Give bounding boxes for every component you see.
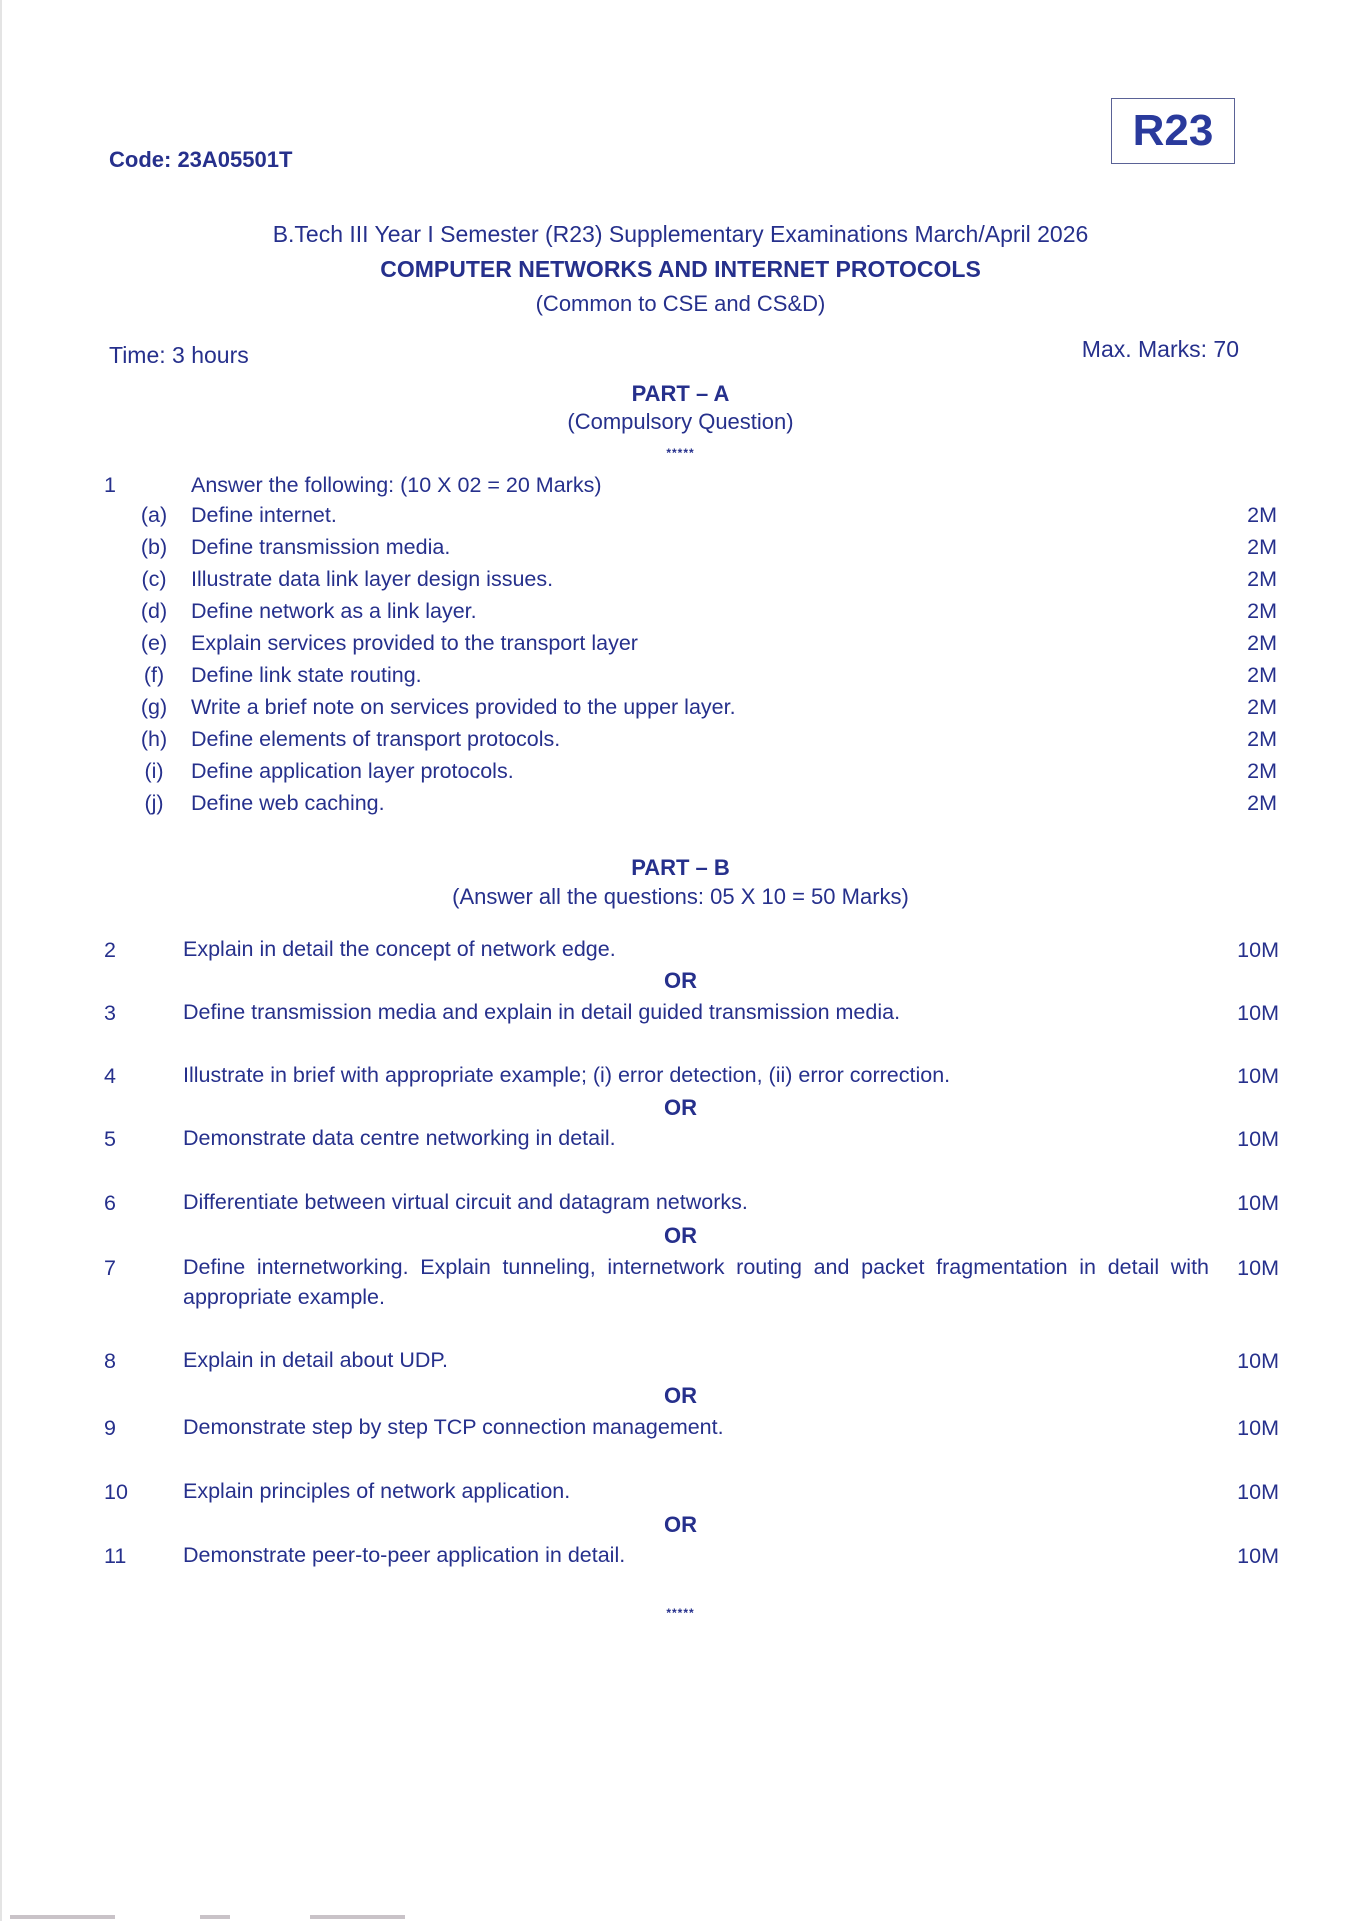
- item-text: Define application layer protocols.: [191, 759, 514, 783]
- item-label: (h): [140, 727, 168, 751]
- part-a-item: [0, 535, 1361, 565]
- part-b-title: PART – B: [631, 855, 730, 880]
- item-marks: 2M: [1247, 791, 1277, 815]
- exam-line: B.Tech III Year I Semester (R23) Supplementary Examinations March/April 2026: [272, 221, 1089, 247]
- item-text: Define link state routing.: [191, 663, 422, 687]
- question-number: 1: [104, 473, 116, 497]
- item-label: (g): [140, 695, 168, 719]
- max-marks: Max. Marks: 70: [1081, 336, 1239, 362]
- item-marks: 2M: [1247, 503, 1277, 527]
- item-text: Write a brief note on services provided to the upper layer.: [191, 695, 736, 719]
- item-label: (b): [140, 535, 168, 559]
- part-a-item: [0, 759, 1361, 789]
- part-a-item: [0, 727, 1361, 757]
- question-marks: 10M: [1237, 1256, 1279, 1280]
- item-label: (i): [144, 759, 164, 783]
- part-a-item: [0, 503, 1361, 533]
- question-text: Explain principles of network application.: [183, 1479, 571, 1503]
- question-number: 10: [104, 1480, 128, 1504]
- part-a-separator: *****: [666, 446, 695, 460]
- subject-title: COMPUTER NETWORKS AND INTERNET PROTOCOLS: [380, 256, 981, 282]
- question-text: Explain in detail about UDP.: [183, 1348, 448, 1372]
- question-marks: 10M: [1237, 1064, 1279, 1088]
- part-a-title: PART – A: [631, 381, 730, 406]
- part-a-item: [0, 631, 1361, 661]
- question-marks: 10M: [1237, 1001, 1279, 1025]
- item-text: Explain services provided to the transport layer: [191, 631, 638, 655]
- question-number: 5: [104, 1127, 116, 1151]
- common-to: (Common to CSE and CS&D): [535, 291, 826, 316]
- item-text: Define network as a link layer.: [191, 599, 477, 623]
- part-a-item: [0, 567, 1361, 597]
- scan-artifact: [365, 1915, 405, 1919]
- part-a-item: [0, 791, 1361, 821]
- question-marks: 10M: [1237, 938, 1279, 962]
- item-text: Define internet.: [191, 503, 337, 527]
- item-marks: 2M: [1247, 599, 1277, 623]
- question-number: 2: [104, 938, 116, 962]
- item-label: (a): [140, 503, 168, 527]
- question-1: [0, 473, 1361, 503]
- item-marks: 2M: [1247, 567, 1277, 591]
- scan-artifact: [200, 1915, 230, 1919]
- question-text: Demonstrate step by step TCP connection management.: [183, 1415, 724, 1439]
- scan-edge: [0, 0, 2, 1921]
- item-text: Illustrate data link layer design issues.: [191, 567, 554, 591]
- question-text: Demonstrate peer-to-peer application in detail.: [183, 1543, 626, 1567]
- item-label: (f): [143, 663, 165, 687]
- question-text: Define transmission media and explain in detail guided transmission media.: [183, 1000, 901, 1024]
- part-a-item: [0, 599, 1361, 629]
- part-a-item: [0, 695, 1361, 725]
- question-text: Demonstrate data centre networking in detail.: [183, 1126, 616, 1150]
- or-divider: OR: [664, 1512, 697, 1537]
- question-number: 6: [104, 1191, 116, 1215]
- question-marks: 10M: [1237, 1544, 1279, 1568]
- question-marks: 10M: [1237, 1127, 1279, 1151]
- scan-artifact: [10, 1915, 115, 1919]
- item-label: (c): [141, 567, 167, 591]
- end-separator: *****: [666, 1606, 695, 1620]
- item-label: (e): [140, 631, 168, 655]
- or-divider: OR: [664, 1383, 697, 1408]
- or-divider: OR: [664, 1223, 697, 1248]
- question-marks: 10M: [1237, 1416, 1279, 1440]
- item-marks: 2M: [1247, 695, 1277, 719]
- question-text: Explain in detail the concept of network edge.: [183, 937, 616, 961]
- paper-code: Code: 23A05501T: [109, 147, 293, 172]
- question-text: Illustrate in brief with appropriate example; (i) error detection, (ii) error correction.: [183, 1063, 951, 1087]
- question-marks: 10M: [1237, 1349, 1279, 1373]
- item-marks: 2M: [1247, 727, 1277, 751]
- question-marks: 10M: [1237, 1191, 1279, 1215]
- question-number: 11: [104, 1544, 127, 1568]
- time-allowed: Time: 3 hours: [109, 342, 249, 368]
- item-marks: 2M: [1247, 759, 1277, 783]
- question-text: Differentiate between virtual circuit and datagram networks.: [183, 1190, 748, 1214]
- question-number: 7: [104, 1256, 116, 1280]
- item-marks: 2M: [1247, 535, 1277, 559]
- or-divider: OR: [664, 1095, 697, 1120]
- item-text: Define web caching.: [191, 791, 385, 815]
- part-a-item: [0, 663, 1361, 693]
- item-text: Define elements of transport protocols.: [191, 727, 561, 751]
- regulation-badge: R23: [1111, 98, 1235, 164]
- item-label: (j): [144, 791, 164, 815]
- question-marks: 10M: [1237, 1480, 1279, 1504]
- question-instruction: Answer the following: (10 X 02 = 20 Marks): [191, 473, 602, 497]
- item-label: (d): [140, 599, 168, 623]
- question-text: Define internetworking. Explain tunneling, internetwork routing and packet fragmentation in detail with appropriate example.: [183, 1255, 1209, 1309]
- question-number: 4: [104, 1064, 116, 1088]
- part-b-subtitle: (Answer all the questions: 05 X 10 = 50 Marks): [452, 884, 909, 909]
- item-marks: 2M: [1247, 663, 1277, 687]
- question-number: 8: [104, 1349, 116, 1373]
- part-a-subtitle: (Compulsory Question): [567, 409, 794, 434]
- item-marks: 2M: [1247, 631, 1277, 655]
- or-divider: OR: [664, 968, 697, 993]
- question-number: 3: [104, 1001, 116, 1025]
- question-number: 9: [104, 1416, 116, 1440]
- item-text: Define transmission media.: [191, 535, 451, 559]
